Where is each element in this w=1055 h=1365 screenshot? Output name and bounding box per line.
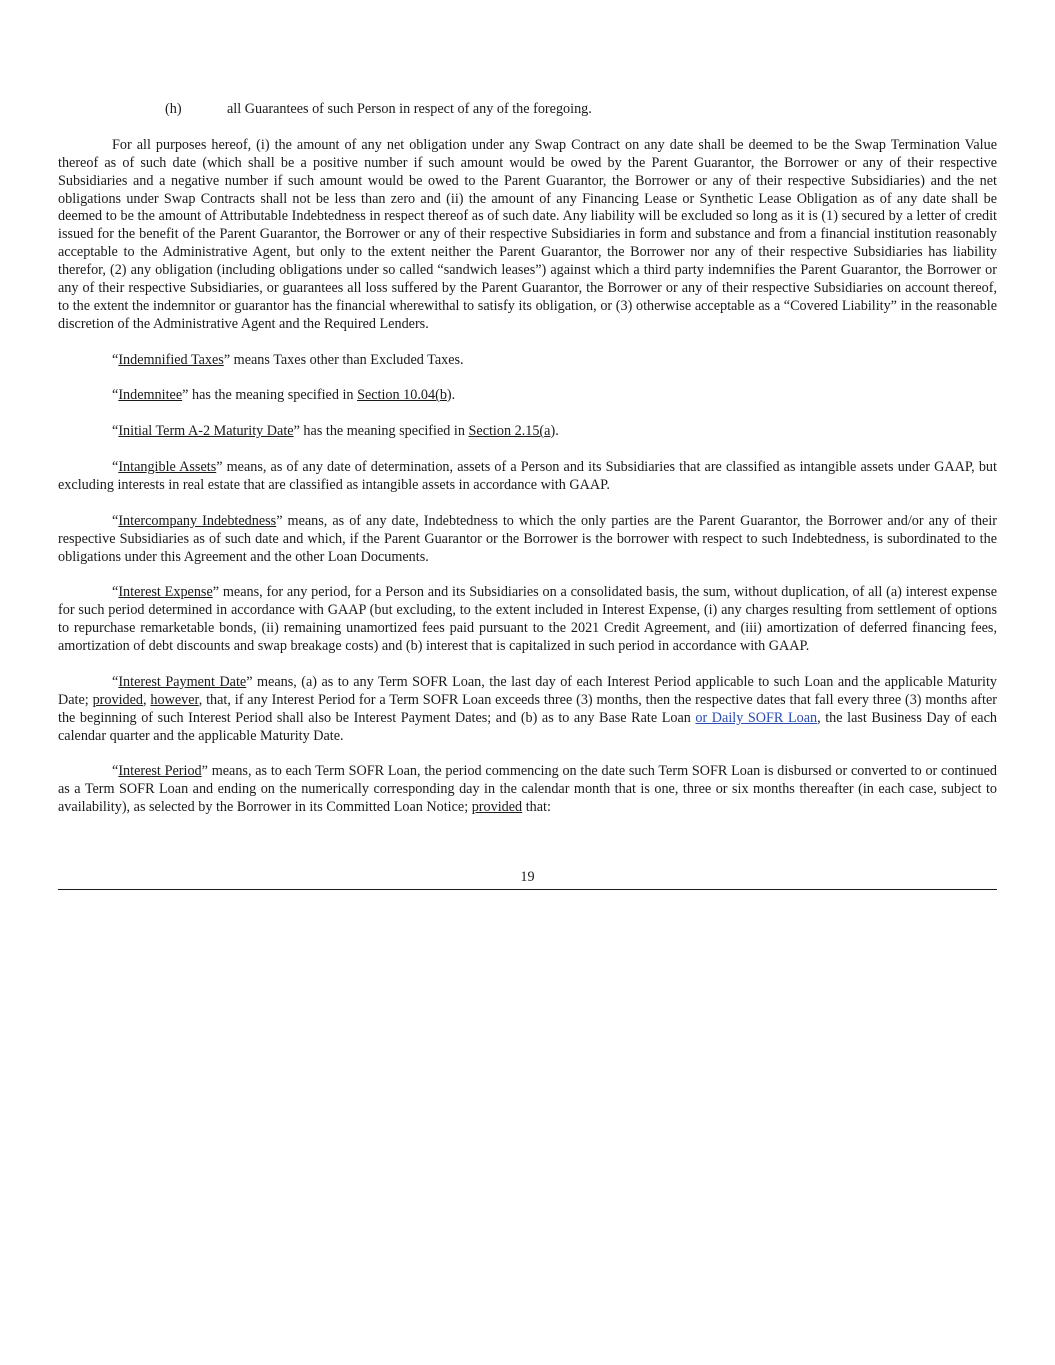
definition-text: ” has the meaning specified in <box>293 423 469 440</box>
section-subreference: a <box>544 423 551 440</box>
definition-text-end: , the last Business Day of each calendar quarter and the applicable Maturity Date. <box>58 709 997 744</box>
defined-term: Interest Period <box>118 763 202 780</box>
swap-obligation-paragraph: For all purposes hereof, (i) the amount of any net obligation under any Swap Contract on any date shall be deemed to be the Swap Termination Value thereof as of such date (which shall be a positive number if such amount would be owed by the Parent Guarantor, the Borrower or any of their respective Subsidiaries and a negative number if such amount would be owed to the Parent Guarantor, the Borrower or any of their respective Subsidiaries) and the net obligations under Swap Contracts shall not be less than zero and (ii) the amount of any Financing Lease or Synthetic Lease Obligation as of any date shall be deemed to be the amount of Attributable Indebtedness in respect thereof as of such date. Any liability will be excluded so long as it is (1) secured by a letter of credit issued for the benefit of the Parent Guarantor, the Borrower or any of their respective Subsidiaries in form and substance and from a financial institution reasonably acceptable to the Administrative Agent, but only to the extent neither the Parent Guarantor, the Borrower nor any of their respective Subsidiaries has liability therefor, (2) any obligation (including obligations under so called “sandwich leases”) against which a third party indemnifies the Parent Guarantor, the Borrower or any of their respective Subsidiaries, or guarantees all loss suffered by the Parent Guarantor, the Borrower or any of their respective Subsidiaries on account thereof, to the extent the indemnitor or guarantor has the financial wherewithal to satisfy its obligation, or (3) otherwise acceptable as a “Covered Liability” in the reasonable discretion of the Administrative Agent and the Required Lenders. <box>58 136 997 332</box>
definition-interest-period: “Interest Period” means, as to each Term SOFR Loan, the period commencing on the date such Term SOFR Loan is disbursed or converted to or continued as a Term SOFR Loan and ending on the numerically corresponding day in the calendar month that is one, three or six months thereafter (in each case, subject to availability), as selected by the Borrower in its Committed Loan Notice; provided that: <box>58 763 997 816</box>
clause-h <box>58 101 997 119</box>
section-subreference: b <box>439 387 447 404</box>
provided-term: provided <box>92 691 144 708</box>
definition-initial-term-maturity: “Initial Term A-2 Maturity Date” has the meaning specified in Section 2.15(a). <box>112 423 559 440</box>
page-number: 19 <box>520 869 535 885</box>
definition-end: ). <box>446 387 456 404</box>
section-reference: Section 10.04( <box>357 387 440 404</box>
definition-interest-expense: “Interest Expense” means, for any period, for a Person and its Subsidiaries on a consolidated basis, the sum, without duplication, of all (a) interest expense for such period determined in accordance with GAAP (but excluding, to the extent included in Interest Expense, (i) any charges resulting from settlement of options to repurchase remarketable bonds, (ii) remaining unamortized fees paid pursuant to the 2021 Credit Agreement, and (iii) amortization of deferred financing fees, amortization of debt discounts and swap breakage costs) and (b) interest that is capitalized in such period in accordance with GAAP. <box>58 584 997 655</box>
defined-term: Initial Term A-2 Maturity Date <box>118 423 294 440</box>
however-term: however <box>150 691 199 708</box>
definition-indemnified-taxes: “Indemnified Taxes” means Taxes other than Excluded Taxes. <box>112 351 464 368</box>
separator: , <box>143 691 151 708</box>
section-reference: Section 2.15( <box>468 423 545 440</box>
definition-interest-payment-date: “Interest Payment Date” means, (a) as to any Term SOFR Loan, the last day of each Interest Period applicable to such Loan and the applicable Maturity Date; provided, however, that, if any Interest Period for a Term SOFR Loan exceeds three (3) months, then the respective dates that fall every three (3) months after the beginning of such Interest Period shall also be Interest Payment Dates; and (b) as to any Base Rate Loan or Daily SOFR Loan, the last Business Day of each calendar quarter and the applicable Maturity Date. <box>58 673 997 744</box>
definition-text: ” means, (a) as to any Term SOFR Loan, the last day of each Interest Period applicable to such Loan and the applicable Maturity Date; <box>58 673 997 708</box>
definition-text: ” means, as of any date, Indebtedness to which the only parties are the Parent Guarantor, the Borrower and/or any of their respective Subsidiaries as of such date and which, if the Parent Guarantor or the Borrower is the borrower with respect to such Indebtedness, is subordinated to the obligations under this Agreement and the other Loan Documents. <box>58 512 997 565</box>
defined-term: Indemnified Taxes <box>118 351 224 368</box>
provided-term: provided <box>471 799 523 816</box>
defined-term: Interest Payment Date <box>118 673 247 690</box>
daily-sofr-loan-link[interactable]: or Daily SOFR Loan <box>695 709 818 726</box>
definition-text: ” means, as to each Term SOFR Loan, the period commencing on the date such Term SOFR Loan is disbursed or converted to or continued as a Term SOFR Loan and ending on the numerically corresponding day in the calendar month that is one, three or six months thereafter (in each case, subject to availability), as selected by the Borrower in its Committed Loan Notice; <box>58 763 997 816</box>
defined-term: Interest Expense <box>118 584 213 601</box>
definition-text: ” has the meaning specified in <box>182 387 358 404</box>
definition-indemnitee: “Indemnitee” has the meaning specified in Section 10.04(b). <box>112 387 456 404</box>
defined-term: Indemnitee <box>118 387 183 404</box>
definition-text: ” means, as of any date of determination, assets of a Person and its Subsidiaries that are classified as intangible assets under GAAP, but excluding interests in real estate that are classified as intangible assets in accordance with GAAP. <box>58 459 997 493</box>
page-footer <box>58 869 997 890</box>
definition-text: ” means, for any period, for a Person and its Subsidiaries on a consolidated basis, the sum, without duplication, of all (a) interest expense for such period determined in accordance with GAAP (but excluding, to the extent included in Interest Expense, (i) any charges resulting from settlement of options to repurchase remarketable bonds, (ii) remaining unamortized fees paid pursuant to the 2021 Credit Agreement, and (iii) amortization of deferred financing fees, amortization of debt discounts and swap breakage costs) and (b) interest that is capitalized in such period in accordance with GAAP. <box>58 584 997 655</box>
definition-text: ” means Taxes other than Excluded Taxes. <box>223 351 464 368</box>
definition-end: ). <box>550 423 559 440</box>
document-page <box>58 101 997 835</box>
clause-label: (h) <box>165 101 182 117</box>
defined-term: Intercompany Indebtedness <box>118 512 277 529</box>
definition-text-end: that: <box>522 799 551 816</box>
defined-term: Intangible Assets <box>118 459 217 476</box>
definition-intangible-assets: “Intangible Assets” means, as of any date of determination, assets of a Person and its Subsidiaries that are classified as intangible assets under GAAP, but excluding interests in real estate that are classified as intangible assets in accordance with GAAP. <box>58 459 997 493</box>
clause-text: all Guarantees of such Person in respect of any of the foregoing. <box>227 101 592 117</box>
definition-text-continued: , that, if any Interest Period for a Term SOFR Loan exceeds three (3) months, then the respective dates that fall every three (3) months after the beginning of such Interest Period shall also be Interest Payment Dates; and (b) as to any Base Rate Loan <box>58 691 997 726</box>
footer-rule <box>58 889 997 890</box>
definition-intercompany-indebtedness: “Intercompany Indebtedness” means, as of any date, Indebtedness to which the only parties are the Parent Guarantor, the Borrower and/or any of their respective Subsidiaries as of such date and which, if the Parent Guarantor or the Borrower is the borrower with respect to such Indebtedness, is subordinated to the obligations under this Agreement and the other Loan Documents. <box>58 512 997 565</box>
